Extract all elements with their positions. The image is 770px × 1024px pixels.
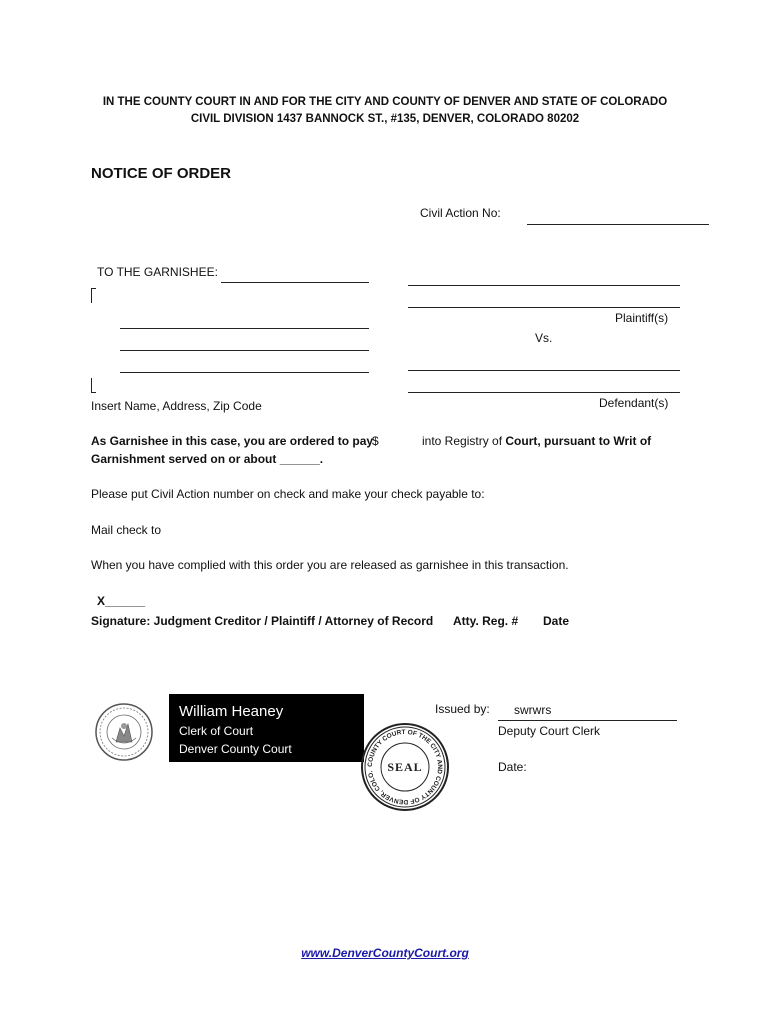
check-instruction: Please put Civil Action number on check and make your check payable to: xyxy=(91,487,485,501)
issued-by-label: Issued by: xyxy=(435,702,490,716)
order-text-line-2: Garnishment served on or about ______. xyxy=(91,452,324,466)
garnishee-name-field[interactable] xyxy=(221,282,369,283)
court-website-link-text[interactable]: www.DenverCountyCourt.org xyxy=(301,946,469,960)
order-dollar-sign: $ xyxy=(372,434,379,448)
clerk-title: Clerk of Court xyxy=(179,724,254,738)
seal-ring-text: COUNTY COURT OF THE CITY AND COUNTY OF DENVER, COLO. xyxy=(366,728,444,806)
deputy-clerk-label: Deputy Court Clerk xyxy=(498,724,601,738)
address-bracket-bottom xyxy=(91,378,96,393)
signature-label: Signature: Judgment Creditor / Plaintiff / Attorney of Record xyxy=(91,614,434,628)
county-court-seal-emblem xyxy=(94,702,154,762)
order-text-part-2 xyxy=(422,434,651,448)
civil-action-field[interactable] xyxy=(527,224,709,225)
defendant-label: Defendant(s) xyxy=(599,396,669,410)
civil-action-label: Civil Action No: xyxy=(420,206,501,220)
plaintiff-label: Plaintiff(s) xyxy=(615,311,669,325)
seal-stamp xyxy=(360,722,450,812)
release-text: When you have complied with this order you are released as garnishee in this transaction. xyxy=(91,558,569,572)
signature-date-label: Date xyxy=(543,614,570,628)
plaintiff-line-1[interactable] xyxy=(408,285,680,286)
address-bracket-top xyxy=(91,288,96,303)
signature-x-mark[interactable]: X______ xyxy=(97,594,146,608)
garnishee-address-line-2[interactable] xyxy=(120,350,369,351)
versus-label: Vs. xyxy=(535,331,553,345)
insert-address-hint: Insert Name, Address, Zip Code xyxy=(91,399,262,413)
court-website-link[interactable] xyxy=(0,946,770,960)
defendant-line-1[interactable] xyxy=(408,370,680,371)
issued-date-label: Date: xyxy=(498,760,527,774)
plaintiff-line-2[interactable] xyxy=(408,307,680,308)
mail-check-label: Mail check to xyxy=(91,523,162,537)
court-header-line-2: CIVIL DIVISION 1437 BANNOCK ST., #135, DENVER, COLORADO 80202 xyxy=(190,113,580,125)
order-text-part-1: As Garnishee in this case, you are ordered to pay xyxy=(91,434,374,448)
registry-text: into Registry of xyxy=(422,434,503,448)
issued-by-value[interactable]: swrwrs xyxy=(514,703,552,717)
defendant-line-2[interactable] xyxy=(408,392,680,393)
garnishee-address-line-3[interactable] xyxy=(120,372,369,373)
page-title: NOTICE OF ORDER xyxy=(91,165,232,182)
issued-by-line xyxy=(498,720,677,721)
atty-reg-label: Atty. Reg. # xyxy=(453,614,519,628)
court-writ-text: Court, pursuant to Writ of xyxy=(505,434,652,448)
garnishee-address-line-1[interactable] xyxy=(120,328,369,329)
clerk-court: Denver County Court xyxy=(179,742,292,756)
garnishee-label: TO THE GARNISHEE: xyxy=(97,265,218,279)
court-header-line-1: IN THE COUNTY COURT IN AND FOR THE CITY AND COUNTY OF DENVER AND STATE OF COLORADO xyxy=(102,96,668,108)
seal-center-text: SEAL xyxy=(387,760,423,774)
clerk-name: William Heaney xyxy=(179,703,284,720)
clerk-signature-block xyxy=(169,694,364,762)
